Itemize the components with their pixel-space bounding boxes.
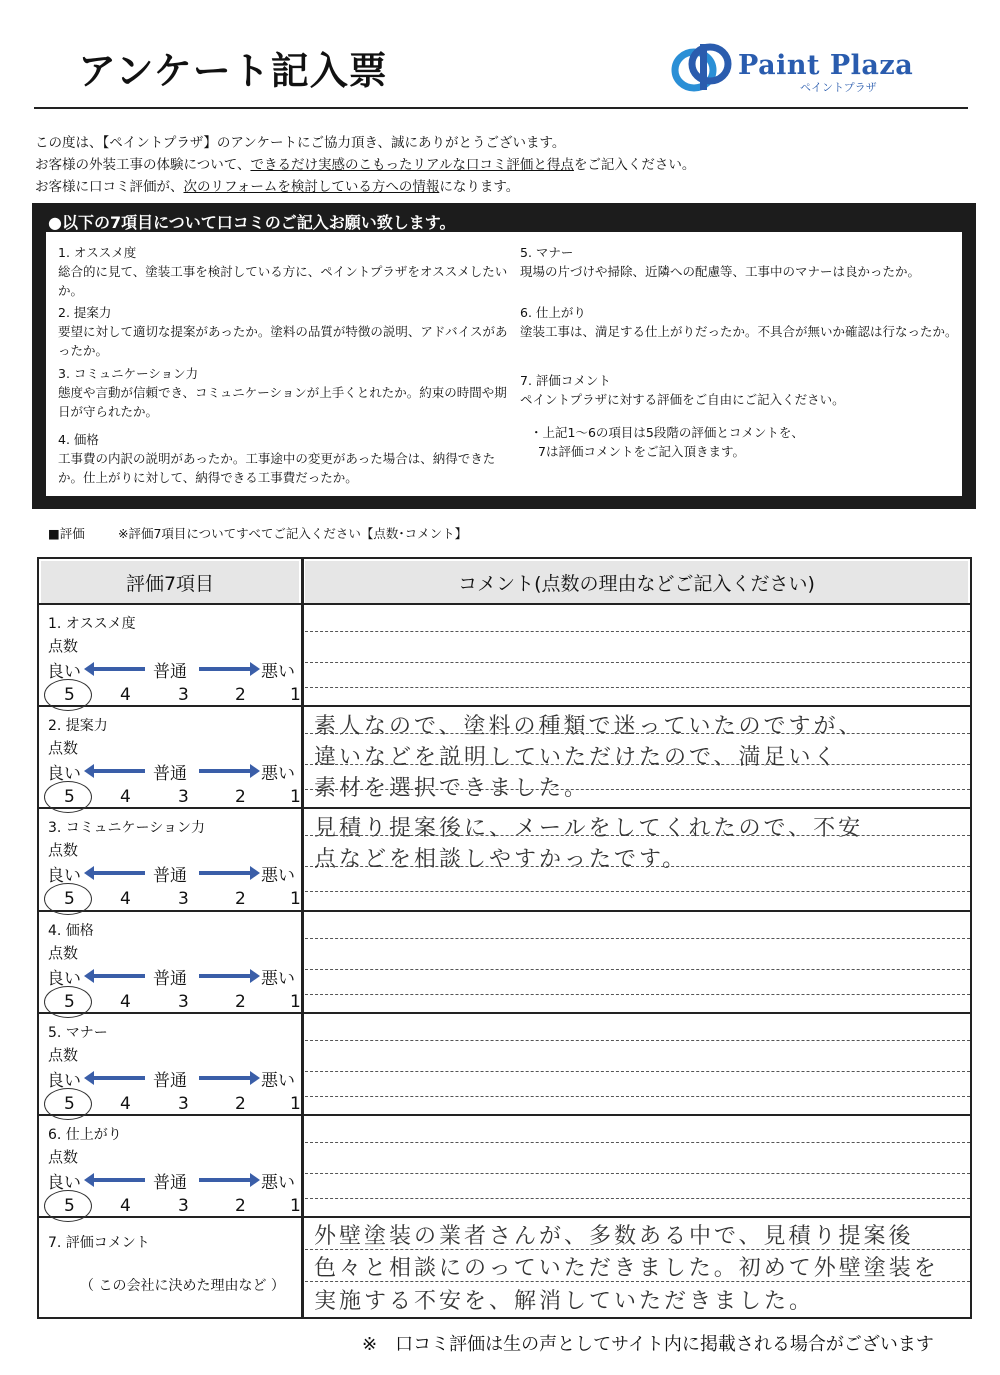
scale-good-label: 良い (47, 866, 81, 886)
footer-note: ※ 口コミ評価は生の声としてサイト内に掲載される場合がございます (362, 1334, 934, 1355)
scale-good-label: 良い (47, 1071, 81, 1091)
score-option-4[interactable]: 4 (120, 1196, 131, 1216)
logo-mark-icon (670, 40, 736, 94)
score-option-4[interactable]: 4 (120, 787, 131, 807)
instruction-item-1: 1. オススメ度 総合的に見て、塗装工事を検討している方に、ペイントプラザをオススメしたいか。 (58, 245, 508, 298)
instruction-item-6: 6. 仕上がり 塗装工事は、満足する仕上がりだったか。不具合が無いか確認は行なったか。 (520, 305, 958, 339)
row-7-subtitle: （ この会社に決めた理由など ） (80, 1278, 285, 1294)
arrow-left-icon (93, 769, 145, 773)
scale-bad-label: 悪い (261, 866, 295, 886)
score-selected-circle (44, 883, 92, 915)
arrow-left-icon (93, 974, 145, 978)
row-2-title: 2. 提案力 (48, 718, 108, 734)
comment-line (305, 891, 970, 892)
column-header-comments: コメント(点数の理由などご記入ください) (305, 561, 968, 603)
scale-bad-label: 悪い (261, 1173, 295, 1193)
score-option-5[interactable]: 5 (64, 787, 75, 807)
comment-line (305, 1142, 970, 1143)
scale-mid-label: 普通 (153, 764, 187, 784)
score-option-3[interactable]: 3 (178, 992, 189, 1012)
scale-mid-label: 普通 (153, 969, 187, 989)
scale-mid-label: 普通 (153, 1071, 187, 1091)
score-label: 点数 (48, 841, 79, 859)
row-6-title: 6. 仕上がり (48, 1127, 122, 1143)
column-header-items: 評価7項目 (41, 561, 299, 603)
score-option-4[interactable]: 4 (120, 992, 131, 1012)
row-3-title: 3. コミュニケーション力 (48, 820, 205, 836)
rating-scale (47, 1066, 299, 1090)
score-option-4[interactable]: 4 (120, 1094, 131, 1114)
score-option-1[interactable]: 1 (290, 992, 301, 1012)
intro-line-1: この度は、【ペイントプラザ】のアンケートにご協力頂き、誠にありがとうございます。 (35, 135, 566, 151)
score-selected-circle (44, 781, 92, 813)
score-option-1[interactable]: 1 (290, 685, 301, 705)
score-option-2[interactable]: 2 (235, 1094, 246, 1114)
score-option-1[interactable]: 1 (290, 787, 301, 807)
evaluation-note: ※評価7項目についてすべてご記入ください【点数･コメント】 (118, 526, 468, 541)
score-option-4[interactable]: 4 (120, 685, 131, 705)
logo-subtext: ペイントプラザ (800, 81, 877, 94)
row-4-title: 4. 価格 (48, 923, 94, 939)
row-3-comment-1: 見積り提案後に、メールをしてくれたので、不安 (314, 816, 864, 841)
scale-good-label: 良い (47, 1173, 81, 1193)
score-option-5[interactable]: 5 (64, 1094, 75, 1114)
score-option-3[interactable]: 3 (178, 685, 189, 705)
row-7-comment-3: 実施する不安を、解消していただきました。 (314, 1289, 815, 1314)
instruction-item-4: 4. 価格 工事費の内訳の説明があったか。工事途中の変更があった場合は、納得できたか。仕上がりに対して、納得できる工事費だったか。 (58, 432, 496, 485)
scale-bad-label: 悪い (261, 969, 295, 989)
score-option-3[interactable]: 3 (178, 1094, 189, 1114)
row-divider (37, 603, 972, 605)
arrow-right-icon (199, 871, 251, 875)
header-divider (34, 107, 968, 109)
score-option-1[interactable]: 1 (290, 1094, 301, 1114)
score-option-2[interactable]: 2 (235, 992, 246, 1012)
score-label: 点数 (48, 944, 79, 962)
row-7-comment-2: 色々と相談にのっていただきました。初めて外壁塗装を (314, 1256, 939, 1281)
comment-line (305, 969, 970, 970)
arrow-right-icon (199, 667, 251, 671)
score-option-3[interactable]: 3 (178, 1196, 189, 1216)
rating-scale (47, 964, 299, 988)
scale-good-label: 良い (47, 662, 81, 682)
rating-scale (47, 861, 299, 885)
score-option-3[interactable]: 3 (178, 889, 189, 909)
scale-good-label: 良い (47, 764, 81, 784)
scale-mid-label: 普通 (153, 866, 187, 886)
evaluation-label: ■評価 (48, 526, 85, 541)
comment-line (305, 994, 970, 995)
row-2-comment-2: 違いなどを説明していただけたので、満足いく (314, 745, 839, 770)
instruction-item-7: 7. 評価コメント ペイントプラザに対する評価をご自由にご記入ください。 (520, 373, 845, 407)
scale-mid-label: 普通 (153, 662, 187, 682)
score-option-3[interactable]: 3 (178, 787, 189, 807)
column-divider (301, 557, 304, 1319)
instructions-heading: ●以下の7項目について口コミのご記入お願い致します。 (48, 213, 456, 232)
arrow-left-icon (93, 871, 145, 875)
row-1-title: 1. オススメ度 (48, 616, 136, 632)
score-option-2[interactable]: 2 (235, 1196, 246, 1216)
score-selected-circle (44, 1088, 92, 1120)
instruction-item-5: 5. マナー 現場の片づけや掃除、近隣への配慮等、工事中のマナーは良かったか。 (520, 245, 921, 279)
arrow-left-icon (93, 1076, 145, 1080)
logo-text: Paint Plaza (738, 50, 914, 81)
score-option-5[interactable]: 5 (64, 889, 75, 909)
score-option-5[interactable]: 5 (64, 1196, 75, 1216)
comment-line (305, 1096, 970, 1097)
score-option-2[interactable]: 2 (235, 685, 246, 705)
score-option-2[interactable]: 2 (235, 889, 246, 909)
comment-line (305, 1071, 970, 1072)
arrow-right-icon (199, 1076, 251, 1080)
comment-line (305, 1173, 970, 1174)
score-option-5[interactable]: 5 (64, 992, 75, 1012)
page-title: アンケート記入票 (78, 49, 388, 93)
scale-bad-label: 悪い (261, 764, 295, 784)
scale-bad-label: 悪い (261, 1071, 295, 1091)
scale-mid-label: 普通 (153, 1173, 187, 1193)
instruction-note: ・上記1～6の項目は5段階の評価とコメントを、 7は評価コメントをご記入頂きます。 (530, 425, 804, 459)
arrow-right-icon (199, 974, 251, 978)
comment-line (305, 938, 970, 939)
arrow-left-icon (93, 1178, 145, 1182)
intro-line-2: お客様の外装工事の体験について、できるだけ実感のこもったリアルな口コミ評価と得点をご記入ください。 (35, 157, 696, 173)
rating-scale (47, 657, 299, 681)
row-7-title: 7. 評価コメント (48, 1235, 150, 1251)
arrow-left-icon (93, 667, 145, 671)
rating-scale (47, 759, 299, 783)
comment-line (305, 1040, 970, 1041)
scale-bad-label: 悪い (261, 662, 295, 682)
row-2-comment-1: 素人なので、塗料の種類で迷っていたのですが、 (314, 714, 864, 739)
row-2-comment-3: 素材を選択できました。 (314, 776, 590, 801)
score-option-1[interactable]: 1 (290, 1196, 301, 1216)
arrow-right-icon (199, 769, 251, 773)
instruction-item-3: 3. コミュニケーション力 態度や言動が信頼でき、コミュニケーションが上手くとれたか。約束の時間や期日が守られたか。 (58, 366, 507, 419)
score-option-4[interactable]: 4 (120, 889, 131, 909)
score-label: 点数 (48, 1046, 79, 1064)
arrow-right-icon (199, 1178, 251, 1182)
row-7-comment-1: 外壁塗装の業者さんが、多数ある中で、見積り提案後 (314, 1224, 914, 1249)
score-selected-circle (44, 679, 92, 711)
score-selected-circle (44, 986, 92, 1018)
row-3-comment-2: 点などを相談しやすかったです。 (314, 847, 688, 872)
score-label: 点数 (48, 739, 79, 757)
comment-line (305, 662, 970, 663)
comment-line (305, 687, 970, 688)
scale-good-label: 良い (47, 969, 81, 989)
score-option-5[interactable]: 5 (64, 685, 75, 705)
score-label: 点数 (48, 637, 79, 655)
score-label: 点数 (48, 1148, 79, 1166)
rating-scale (47, 1168, 299, 1192)
intro-line-3: お客様に口コミ評価が、次のリフォームを検討している方への情報になります。 (35, 179, 520, 195)
instruction-item-2: 2. 提案力 要望に対して適切な提案があったか。塗料の品質が特徴の説明、アドバイスがあったか。 (58, 305, 508, 358)
row-5-title: 5. マナー (48, 1025, 108, 1041)
comment-line (305, 1198, 970, 1199)
score-option-1[interactable]: 1 (290, 889, 301, 909)
score-option-2[interactable]: 2 (235, 787, 246, 807)
comment-line (305, 631, 970, 632)
score-selected-circle (44, 1190, 92, 1222)
